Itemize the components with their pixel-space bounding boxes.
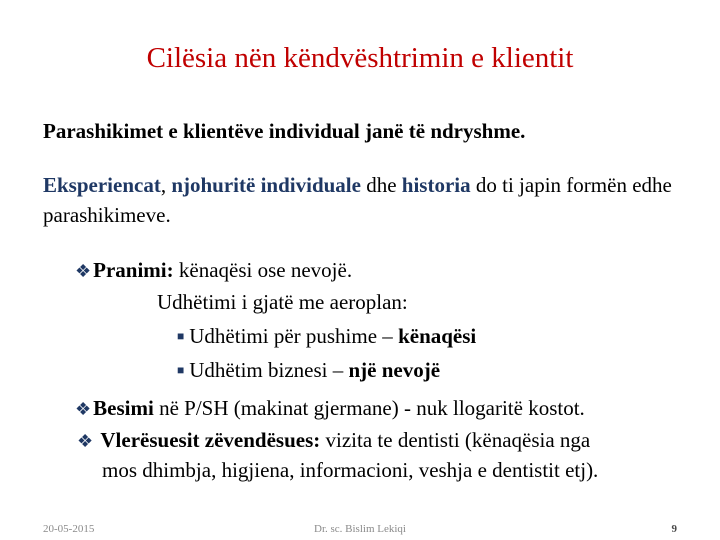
intro-paragraph: Parashikimet e klientëve individual janë të ndryshme. <box>43 119 526 143</box>
sub-bullet-bold: një nevojë <box>348 358 441 382</box>
keyword-njohurite: njohuritë individuale <box>171 173 361 197</box>
sub-bullet-bold: kënaqësi <box>398 324 477 348</box>
bullet-text: në P/SH (makinat gjermane) - nuk llogaritë kostot. <box>153 396 585 420</box>
slide-number: 9 <box>671 523 677 535</box>
footer-author: Dr. sc. Bislim Lekiqi <box>314 523 406 535</box>
sub-bullet-text: Udhëtimi për pushime – <box>189 324 399 348</box>
diamond-bullet-icon: ❖ <box>75 399 92 419</box>
experience-paragraph <box>43 170 703 230</box>
sub-bullet-pushime <box>177 321 476 354</box>
diamond-bullet-icon: ❖ <box>75 261 92 281</box>
square-bullet-icon: ■ <box>177 363 185 377</box>
bullet-vleresuesit <box>77 425 590 456</box>
bullet-label: Vlerësuesit zëvendësues: <box>100 428 321 452</box>
bullet-label: Besimi <box>93 396 154 420</box>
separator-text: , <box>160 173 172 197</box>
bullet-text: kënaqësi ose nevojë. <box>173 258 353 282</box>
bullet-besimi <box>75 393 585 424</box>
paragraph-tail: do ti japin formën edhe parashikimeve. <box>43 173 672 227</box>
keyword-eksperiencat: Eksperiencat <box>43 173 161 197</box>
slide-title: Cilësia nën këndvështrimin e klientit <box>146 42 574 74</box>
bullet-label: Pranimi: <box>93 258 174 282</box>
bullet-vleresuesit-continuation: mos dhimbja, higjiena, informacioni, veshja e dentistit etj). <box>102 458 599 482</box>
footer-date: 20-05-2015 <box>43 523 95 535</box>
keyword-historia: historia <box>401 173 471 197</box>
bullet-pranimi <box>75 255 352 286</box>
bullet-text: vizita te dentisti (kënaqësia nga <box>320 428 591 452</box>
sub-heading: Udhëtimi i gjatë me aeroplan: <box>157 290 408 314</box>
connector-text: dhe <box>360 173 402 197</box>
diamond-bullet-icon: ❖ <box>77 431 94 451</box>
sub-bullet-biznesi <box>177 355 440 388</box>
square-bullet-icon: ■ <box>177 329 185 343</box>
sub-bullet-text: Udhëtim biznesi – <box>189 358 349 382</box>
